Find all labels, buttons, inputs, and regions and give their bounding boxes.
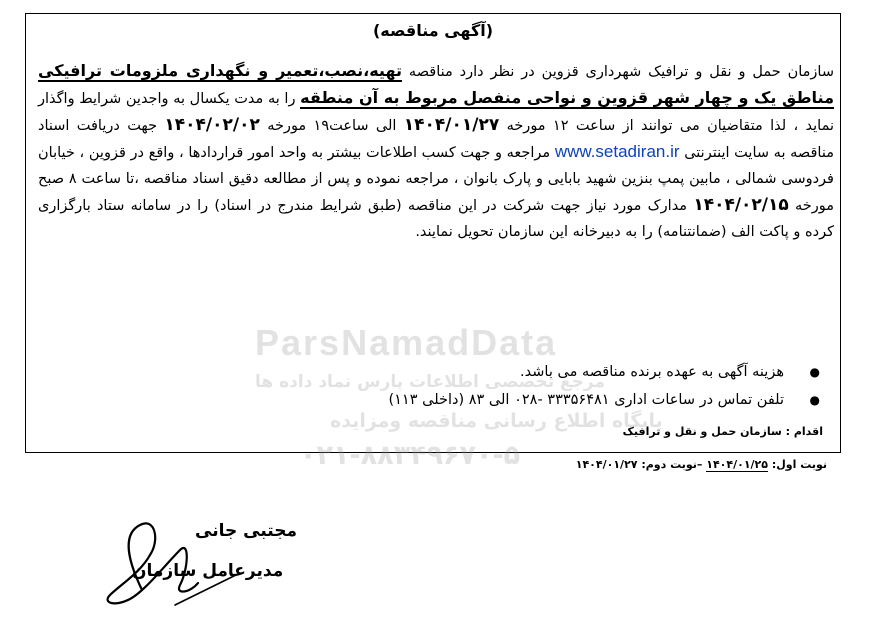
handwritten-signature [80,495,280,625]
notice-body [38,58,834,245]
bullet-ad-cost: ● هزینه آگهی به عهده برنده مناقصه می باشد. [38,358,828,386]
watermark-brand: ParsNamadData [255,322,558,363]
body-part-3: الی ساعت۱۹ مورخه [259,118,404,134]
action-by: اقدام : سازمان حمل و نقل و ترافیک [622,425,823,438]
body-part-4: جهت دریافت اسناد مناقصه به سایت اینترنتی [38,118,834,161]
end-date: ۱۴۰۴/۰۲/۰۲ [164,115,260,135]
body-part-1: سازمان حمل و نقل و ترافیک شهرداری قزوین در نظر دارد مناقصه [402,64,834,80]
bullet-phone: ● تلفن تماس در ساعات اداری ۳۳۳۵۶۴۸۱ -۰۲۸ الی ۸۳ (داخلی ۱۱۳) [38,386,828,414]
notice-title: (آگهی مناقصه) [372,21,494,40]
watermark-phone: ۰۲۱-۸۸۳۴۹۶۷۰-۵ [300,440,521,471]
second-issue-date: ۱۴۰۴/۰۱/۲۷ [575,458,638,471]
body-part-2: را به مدت یکسال به واجدین شرایط واگذار نماید ، لذا متقاضیان می توانند از ساعت ۱۲ مورخه [38,91,834,134]
watermark-subtitle: مرجع تخصصی اطلاعات پارس نماد داده ها [255,372,606,392]
start-date: ۱۴۰۴/۰۱/۲۷ [403,115,500,135]
tender-subject: تهیه،نصب،تعمیر و نگهداری ملزومات ترافیکی مناطق یک و چهار شهر قزوین و نواحی منفصل مربوط به آن منطقه [38,61,834,107]
second-issue-label: –نوبت دوم: [637,458,707,471]
first-issue-label: نوبت اول: [767,458,827,471]
signatory-name: مجتبی جانی [195,521,297,541]
body-part-5: مراجعه و جهت کسب اطلاعات بیشتر به واحد امور قراردادها ، واقع در قزوین ، خیابان فردوسی شمالی ، مابین پمپ بنزین شهید بابایی و پارک بانوان ، مراجعه نموده و پس از مطالعه دقیق اسناد مناقصه ،تا ساعت ۸ صبح مورخه [38,145,834,214]
signatory-role: مدیرعامل سازمان [132,561,284,581]
watermark-portal: پایگاه اطلاع رسانی مناقصه ومزایده [330,410,663,432]
issue-dates [576,458,827,471]
first-issue-date: ۱۴۰۴/۰۱/۲۵ [706,458,768,471]
body-part-6: مدارک مورد نیاز جهت شرکت در این مناقصه (طبق شرایط مندرج در اسناد) را در سامانه ستاد بارگزاری کرده و پاکت الف (ضمانتنامه) را به دبیرخانه این سازمان تحویل نمایند. [38,198,834,240]
submit-date: ۱۴۰۴/۰۲/۱۵ [693,195,789,215]
notice-bullets [38,358,828,414]
website-link[interactable]: www.setadiran.ir [554,142,680,161]
